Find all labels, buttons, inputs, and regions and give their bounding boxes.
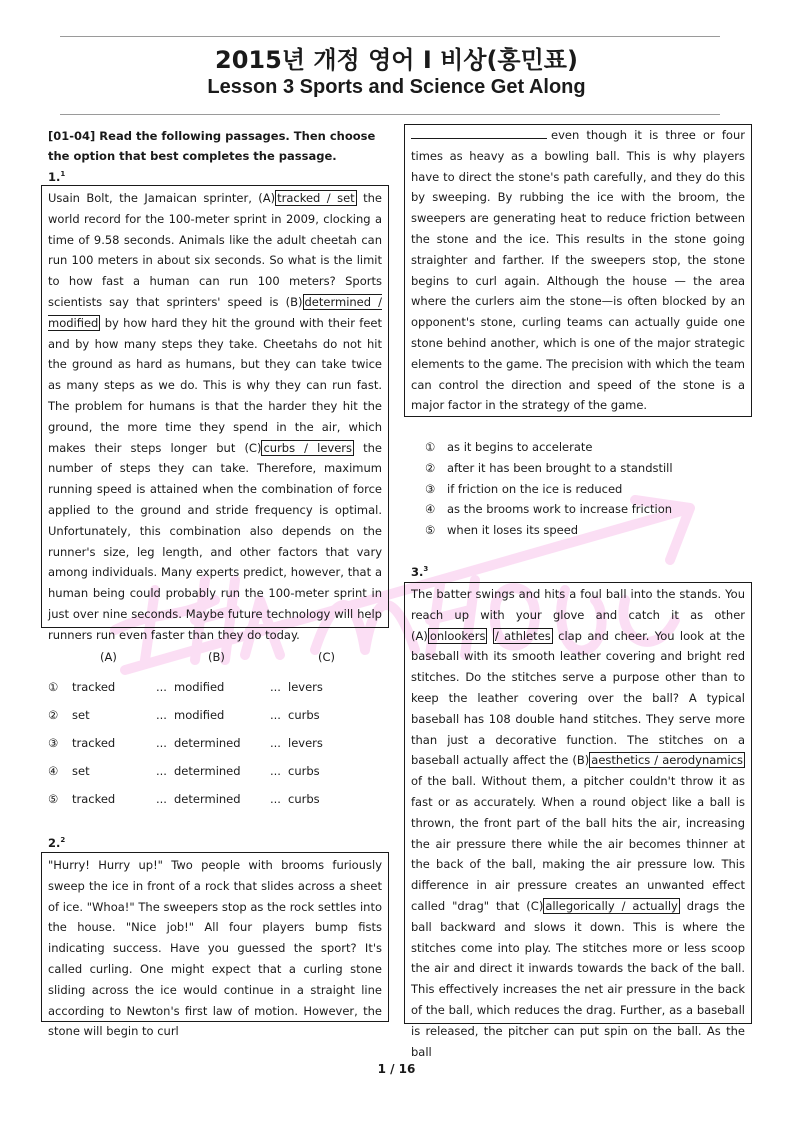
footnote-3: 3 — [423, 565, 429, 574]
option-separator: ... — [156, 764, 167, 778]
top-rule — [60, 36, 720, 37]
option-separator: ... — [270, 736, 281, 750]
option-number: ① — [425, 440, 436, 454]
q1-text-4: the number of steps they can take. Therefore, maximum running speed is attained when the combination of force applied to the ground and stride frequency is optimal. Unfortunately, this combination also depends on the runner's size, leg length, and other factors that vary among individuals. Many experts predict, however, that a human being could probably run the 100-meter sprint in just over nine seconds. Maybe future technology will help runners run even faster than they do today. — [48, 440, 383, 642]
question-2-passage-left: "Hurry! Hurry up!" Two people with brooms furiously sweep the ice in front of a rock that slides across a sheet of ice. "Whoa!" The sweepers stop as the rock settles into the house. "Nice job!" All four players bump fists indicating success. Have you guessed the sport? It's called curling. One might expect that a curling stone sliding across the ice would continue in a straight line according to Newton's first law of motion. However, the stone will begin to curl — [48, 858, 382, 1039]
option-number: ④ — [48, 764, 59, 778]
option-number: ④ — [425, 502, 436, 516]
option-c-value: levers — [288, 680, 323, 694]
header-rule — [60, 114, 720, 115]
question-1-passage — [48, 188, 382, 646]
question-2-number — [48, 836, 65, 850]
option-separator: ... — [270, 764, 281, 778]
option-number: ② — [48, 708, 59, 722]
q3-text-4: drags the ball backward and slows it down. This is where the stitches come into play. The stitches more or less scoop the air and direct it inwards towards the back of the ball. This effectively increases the net air pressure in the back of the ball, which reduces the drag. Further, as a baseball is released, the pitcher can put spin on the ball. As the ball — [411, 898, 745, 1059]
question-3-number — [411, 565, 428, 579]
column-header-a: (A) — [100, 650, 117, 664]
question-2-label: 2. — [48, 836, 61, 850]
q3-text-1: The batter swings and hits a foul ball into the stands. You reach up with your glove and catch it as other (A) — [411, 587, 745, 643]
footnote-1: 1 — [60, 170, 66, 179]
option-a-value: set — [72, 708, 90, 722]
option-c-value: curbs — [288, 708, 320, 722]
option-c-value: curbs — [288, 764, 320, 778]
option-b-value: determined — [174, 736, 241, 750]
option-number: ① — [48, 680, 59, 694]
option-a-value: tracked — [72, 680, 116, 694]
instructions: [01-04] Read the following passages. Then choose the option that best completes the passage. — [48, 129, 376, 163]
q3-choice-c: allegorically / actually — [545, 898, 678, 913]
q1-choice-b: determined / modified — [48, 294, 382, 330]
option-separator: ... — [156, 680, 167, 694]
page-subtitle: Lesson 3 Sports and Science Get Along — [207, 76, 586, 98]
option-separator: ... — [270, 708, 281, 722]
option-separator: ... — [156, 736, 167, 750]
option-number: ② — [425, 461, 436, 475]
q1-text-3: by how hard they hit the ground with their feet and by how many steps they take. Cheetahs do not hit the ground as hard as humans, but they can take twice as many steps as we do. This is why they can run fast. The problem for humans is that the harder they hit the ground, the more time they spend in the air, which makes their steps longer but (C) — [48, 315, 382, 455]
option-number: ③ — [48, 736, 59, 750]
option-text: after it has been brought to a standstill — [447, 461, 673, 475]
option-separator: ... — [156, 708, 167, 722]
answer-blank — [411, 126, 547, 139]
option-separator: ... — [270, 680, 281, 694]
q3-text-2: clap and cheer. You look at the baseball with its smooth leather covering and bright red stitches. Do the stitches serve a purpose other than to keep the leather covering over the ball? A typical baseball has 108 double hand stitches. They serve more than just a decorative function. The stitches on a baseball actually affect the (B) — [411, 628, 745, 768]
option-text: when it loses its speed — [447, 523, 579, 537]
q1-text-2: the world record for the 100-meter sprint in 2009, clocking a time of 9.58 seconds. Animals like the adult cheetah can run 100 meters in about six seconds. So what is the limit to how fast a human can run 100 meters? Sports scientists say that sprinters' speed is (B) — [48, 191, 382, 309]
footnote-2: 2 — [60, 836, 66, 845]
option-number: ⑤ — [48, 792, 59, 806]
option-separator: ... — [156, 792, 167, 806]
option-b-value: determined — [174, 792, 241, 806]
option-c-value: curbs — [288, 792, 320, 806]
q3-choice-a-part2: / athletes — [494, 628, 551, 643]
question-2-passage-right — [411, 125, 745, 416]
column-header-c: (C) — [318, 650, 336, 664]
column-header-b: (B) — [208, 650, 225, 664]
option-number: ③ — [425, 482, 436, 496]
q3-text-3: of the ball. Without them, a pitcher couldn't throw it as fast or as accurately. When a round object like a ball is thrown, the front part of the ball hits the air, increasing the air pressure there while the air becomes thinner at the back of the ball, making the air pressure low. This difference in air pressure creates an unwanted effect called "drag" that (C) — [411, 774, 745, 913]
page-title: 2015년 개정 영어 I 비상(홍민표) — [215, 46, 578, 74]
option-text: as the brooms work to increase friction — [447, 502, 673, 516]
option-number: ⑤ — [425, 523, 436, 537]
q3-choice-b: aesthetics / aerodynamics — [591, 753, 743, 768]
q1-text-1: Usain Bolt, the Jamaican sprinter, (A) — [48, 191, 276, 205]
question-1-label: 1. — [48, 170, 61, 184]
question-3-label: 3. — [411, 565, 424, 579]
option-a-value: tracked — [72, 792, 116, 806]
page-number: 1 / 16 — [377, 1062, 416, 1076]
option-separator: ... — [270, 792, 281, 806]
q2-text-continued: even though it is three or four times as heavy as a bowling ball. This is why players have to direct the stone's path carefully, and they do this by sweeping. By rubbing the ice with the broom, the sweepers are generating heat to reduce friction between the stone and the ice. This results in the stone going straighter and farther. If the sweepers stop, the stone begins to curl again. Although the house — the area where the curlers aim the stone—is often blocked by an opponent's stone, curling teams can actually guide one stone behind another, which is one of the major strategic elements to the game. The precision with which the team can control the direction and speed of the stone is a major factor in the strategy of the game. — [411, 128, 745, 413]
option-text: as it begins to accelerate — [447, 440, 593, 454]
question-3-passage — [411, 584, 745, 1062]
q1-choice-a: tracked / set — [277, 191, 355, 205]
option-b-value: modified — [174, 680, 225, 694]
q3-choice-a-part1: onlookers — [429, 628, 486, 643]
question-1-number — [48, 170, 65, 184]
option-b-value: determined — [174, 764, 241, 778]
option-a-value: set — [72, 764, 90, 778]
option-c-value: levers — [288, 736, 323, 750]
option-b-value: modified — [174, 708, 225, 722]
option-text: if friction on the ice is reduced — [447, 482, 623, 496]
option-a-value: tracked — [72, 736, 116, 750]
q1-choice-c: curbs / levers — [263, 440, 353, 455]
